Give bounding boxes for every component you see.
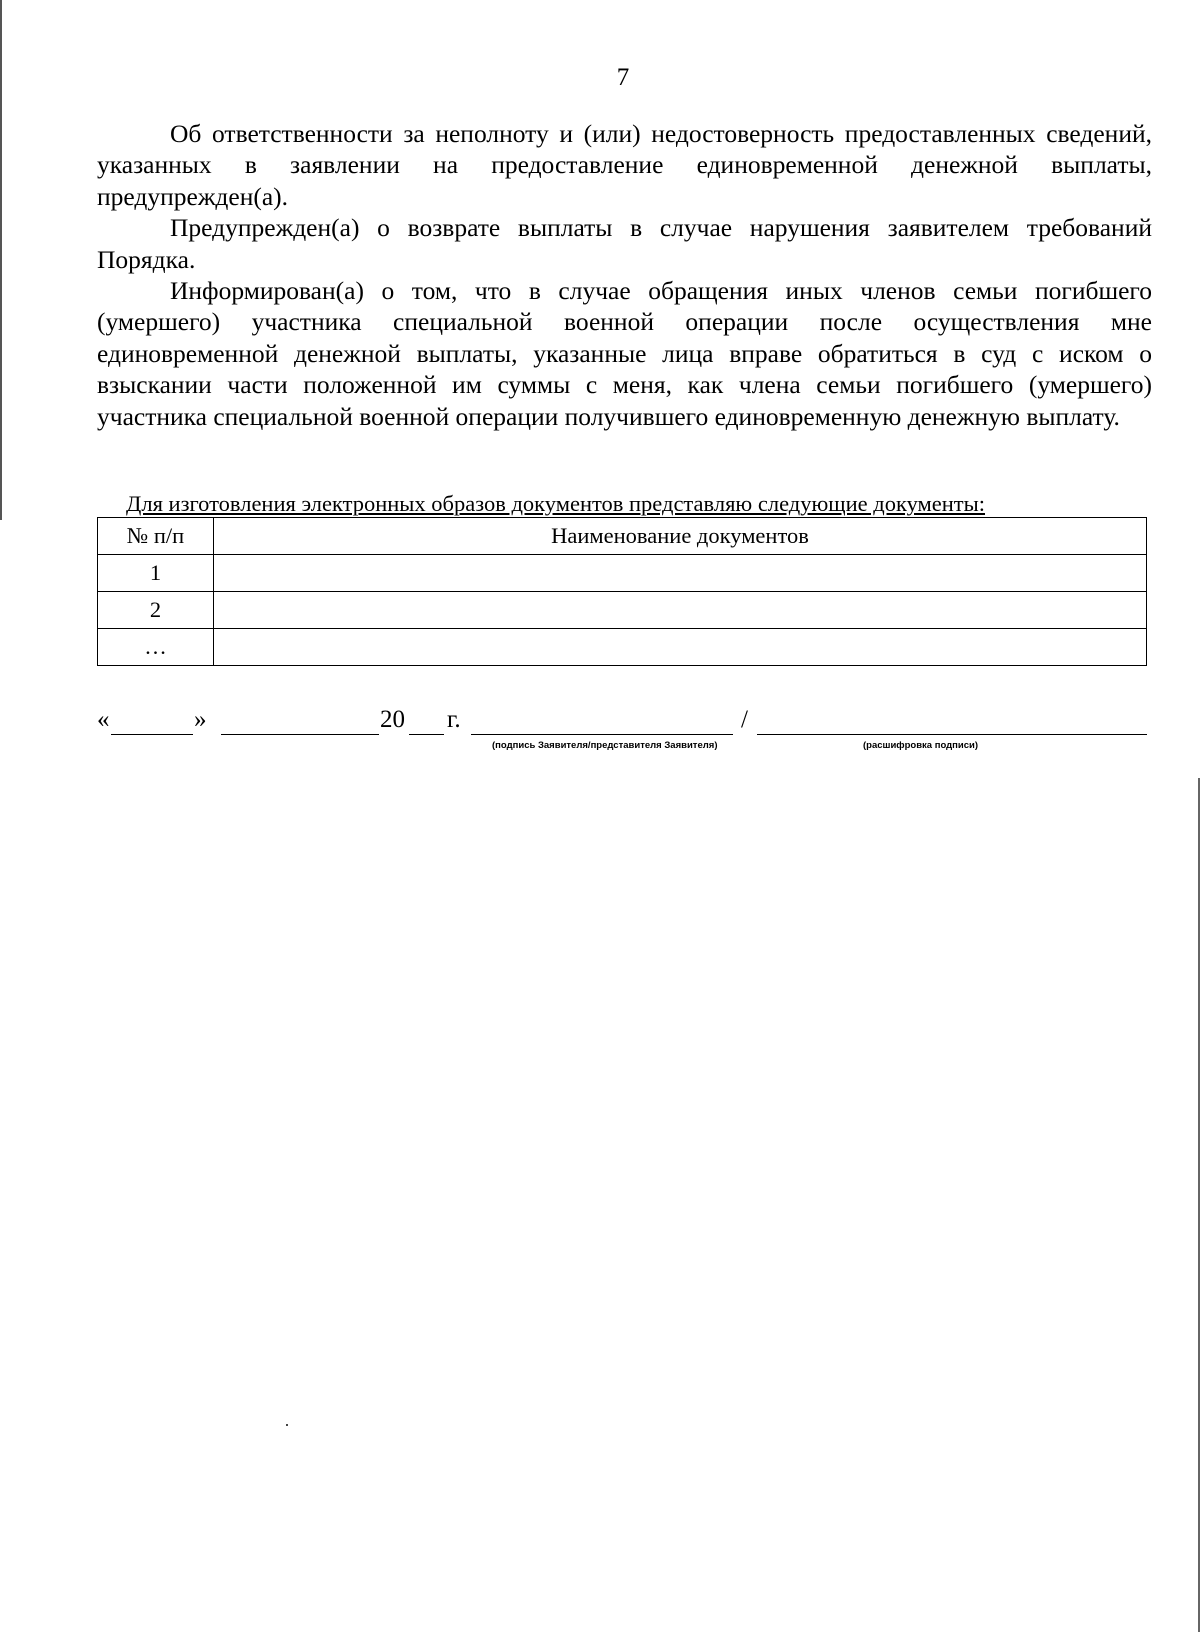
year-prefix: 20	[380, 706, 405, 733]
table-row	[98, 555, 1147, 592]
documents-table-intro: Для изготовления электронных образов документов представляю следующие документы:	[126, 491, 985, 516]
row-number: 1	[98, 555, 214, 592]
row-number: 2	[98, 592, 214, 629]
table-header-row	[98, 518, 1147, 555]
statement-text	[97, 118, 1152, 432]
paragraph-responsibility: Об ответственности за неполноту и (или) недостоверность предоставленных сведений, указанных в заявлении на предоставление единовременной денежной выплаты, предупрежден(а).	[97, 119, 1152, 211]
paragraph-information: Информирован(а) о том, что в случае обращения иных членов семьи погибшего (умершего) участника специальной военной операции после осуществления мне единовременной денежной выплаты, указанные лица вправе обратиться в суд с иском о взыскании части положенной им суммы с меня, как члена семьи погибшего (умершего) участника специальной военной операции получившего единовременную денежную выплату.	[97, 276, 1152, 431]
signature-decoding-caption: (расшифровка подписи)	[863, 740, 979, 751]
column-header-document-name: Наименование документов	[214, 518, 1147, 555]
paragraph-refund-warning: Предупрежден(а) о возврате выплаты в случае нарушения заявителем требований Порядка.	[97, 213, 1152, 274]
date-signature-line	[97, 706, 1147, 766]
table-row	[98, 629, 1147, 666]
page-number: 7	[616, 64, 630, 91]
signature-blank[interactable]	[471, 710, 733, 735]
document-name-cell[interactable]	[214, 629, 1147, 666]
year-blank[interactable]	[409, 710, 444, 735]
signature-slash: /	[741, 706, 748, 733]
column-header-number: № п/п	[98, 518, 214, 555]
date-open-quote: «	[97, 706, 110, 733]
year-suffix: г.	[447, 706, 461, 733]
day-blank[interactable]	[111, 710, 193, 735]
date-close-quote: »	[194, 706, 207, 733]
signature-caption: (подпись Заявителя/представителя Заявителя)	[492, 740, 718, 751]
table-row	[98, 592, 1147, 629]
month-blank[interactable]	[221, 710, 379, 735]
document-name-cell[interactable]	[214, 592, 1147, 629]
document-name-cell[interactable]	[214, 555, 1147, 592]
row-number: …	[98, 629, 214, 666]
scan-speck	[286, 1424, 288, 1426]
documents-table	[97, 517, 1147, 666]
signature-decoding-blank[interactable]	[757, 710, 1147, 735]
